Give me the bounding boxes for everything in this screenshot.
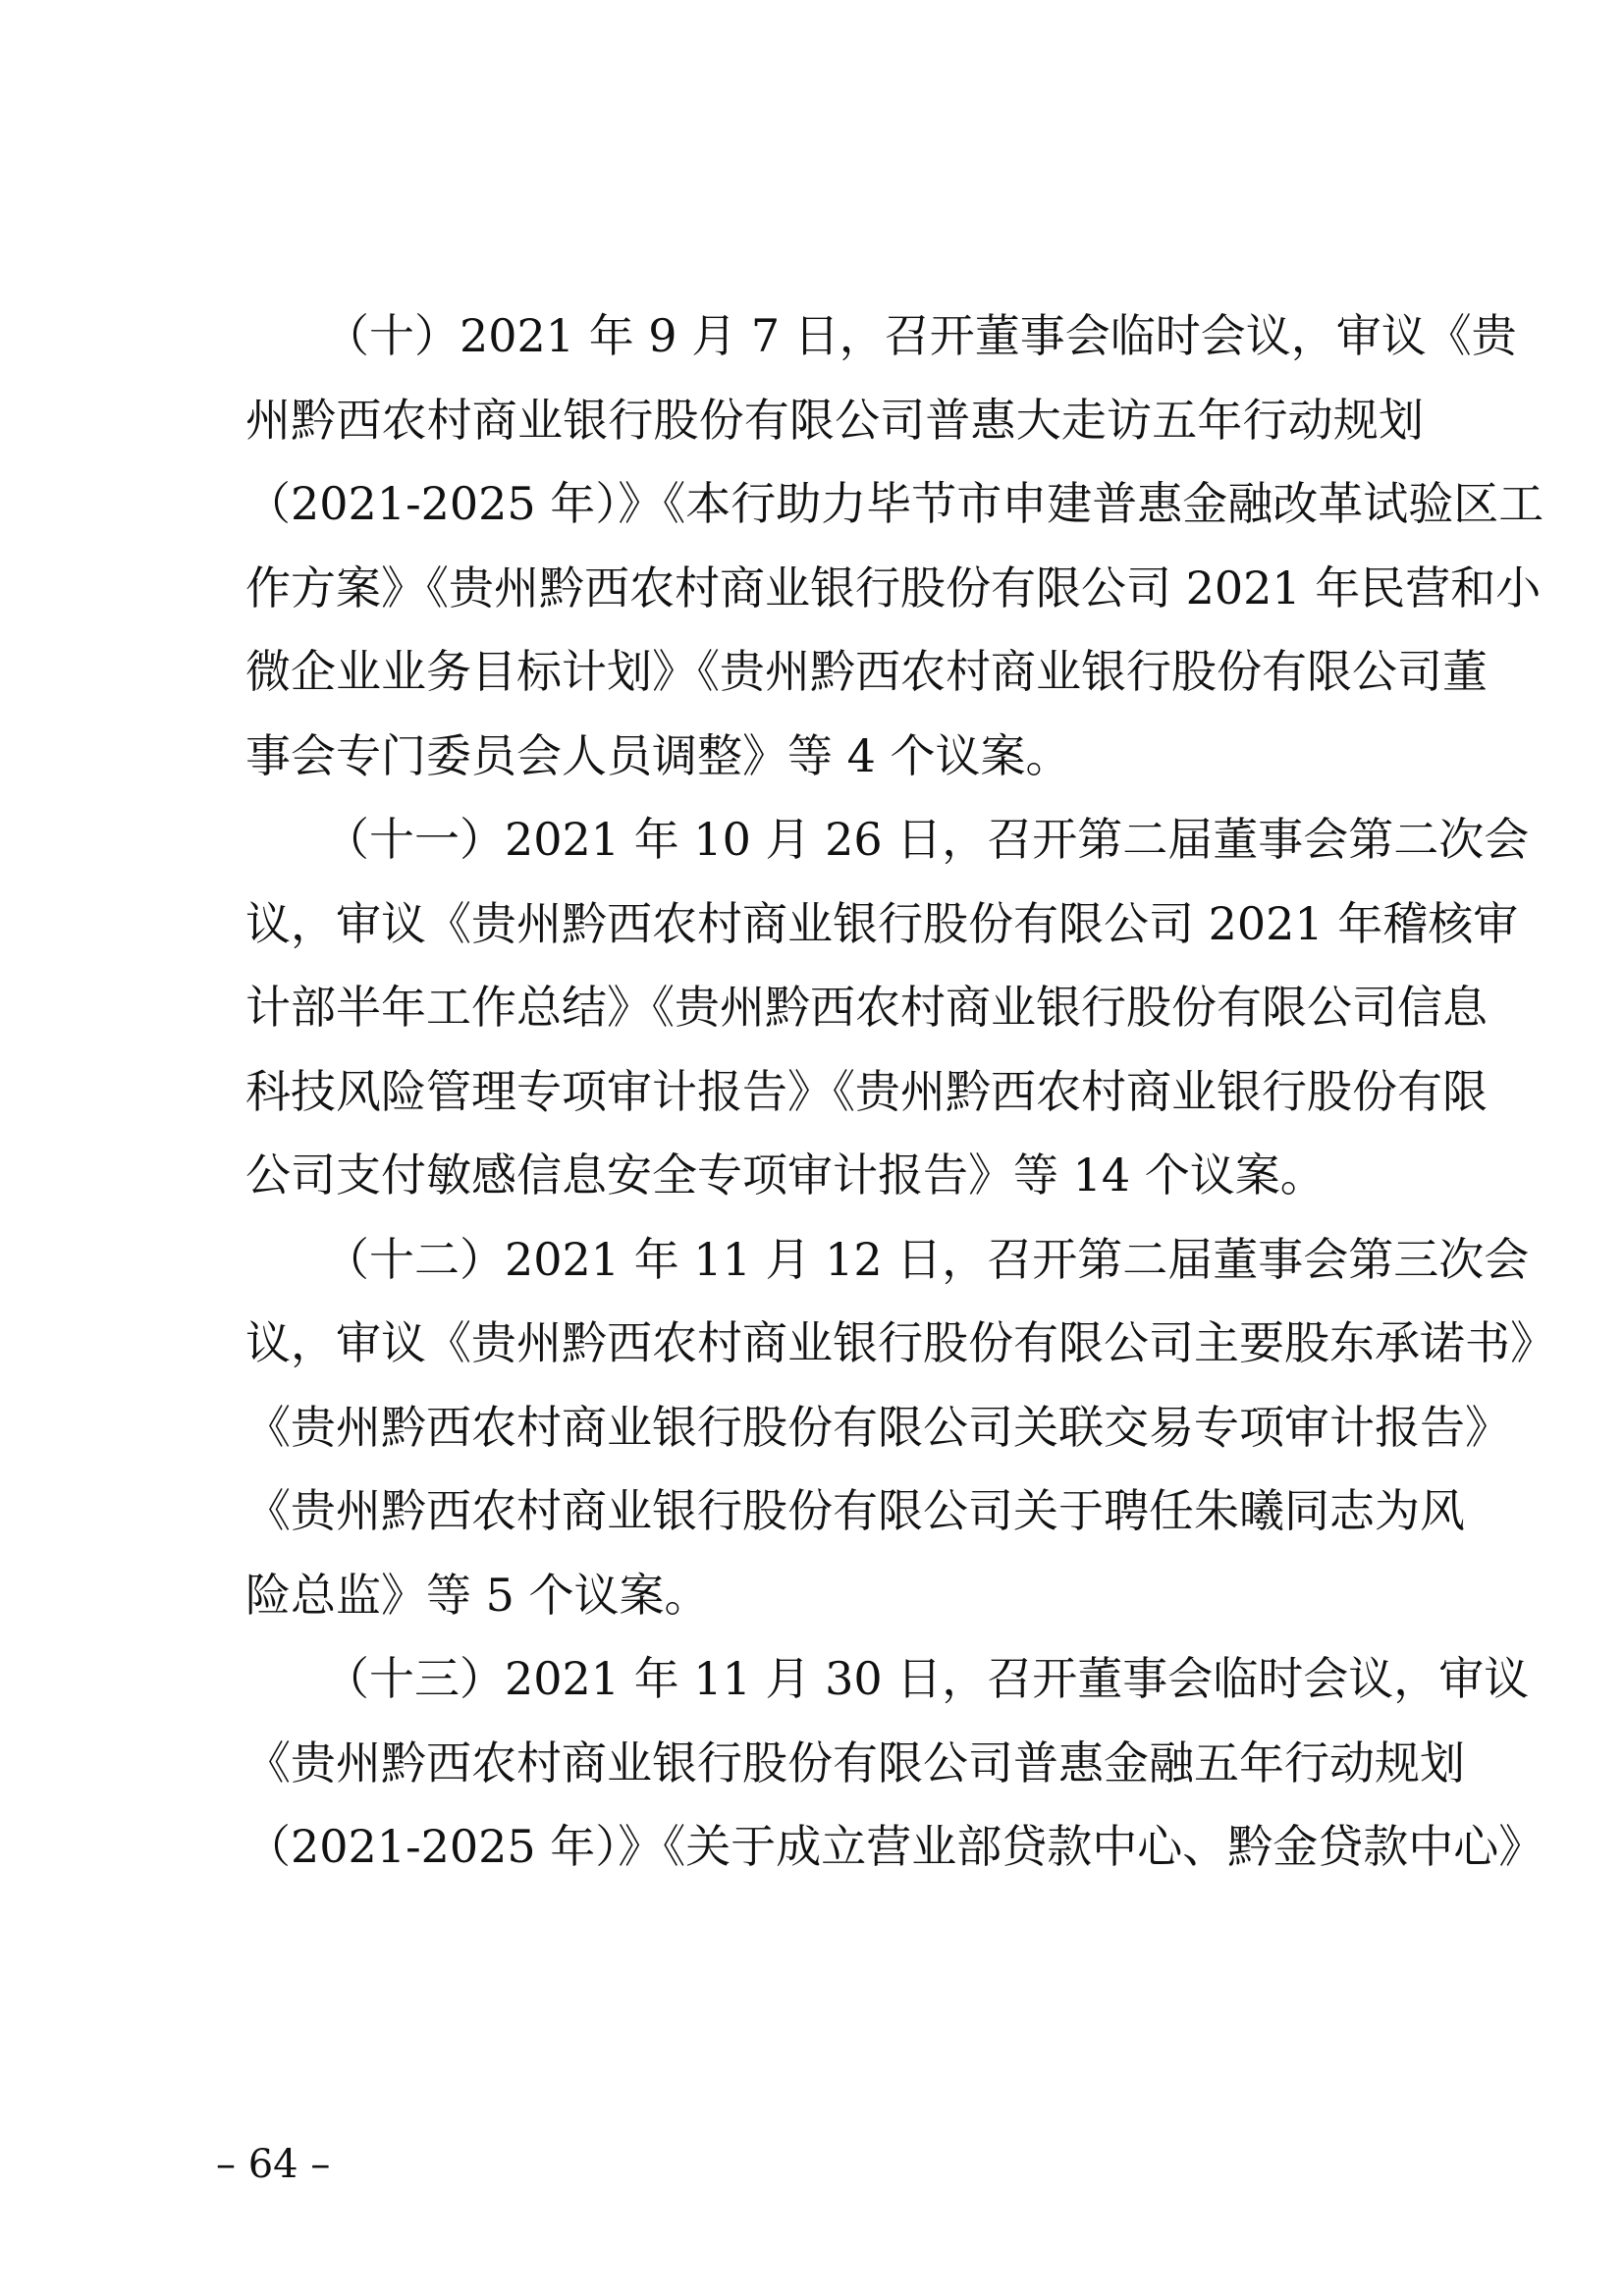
paragraph-item-10 (245, 294, 1544, 798)
paragraph-item-11 (245, 798, 1530, 1218)
text-line: 计部半年工作总结》《贵州黔西农村商业银行股份有限公司信息 (245, 981, 1488, 1034)
text-line: 《贵州黔西农村商业银行股份有限公司关于聘任朱曦同志为风 (245, 1484, 1465, 1537)
text-line: （十）2021 年 9 月 7 日，召开董事会临时会议，审议《贵 (324, 309, 1517, 362)
text-line: （2021-2025 年）》《关于成立营业部贷款中心、黔金贷款中心》 (245, 1820, 1544, 1873)
document-body (245, 294, 1555, 1890)
text-line: （2021-2025 年）》《本行助力毕节市申建普惠金融改革试验区工 (245, 477, 1544, 530)
text-line: 《贵州黔西农村商业银行股份有限公司关联交易专项审计报告》 (245, 1400, 1510, 1454)
text-line: （十一）2021 年 10 月 26 日，召开第二届董事会第二次会 (324, 813, 1530, 866)
text-line: 议，审议《贵州黔西农村商业银行股份有限公司 2021 年稽核审 (245, 896, 1519, 950)
text-line: 《贵州黔西农村商业银行股份有限公司普惠金融五年行动规划 (245, 1735, 1465, 1789)
text-line: 州黔西农村商业银行股份有限公司普惠大走访五年行动规划 (245, 393, 1424, 447)
paragraph-item-13 (245, 1637, 1544, 1890)
text-line: 科技风险管理专项审计报告》《贵州黔西农村商业银行股份有限 (245, 1064, 1488, 1118)
paragraph-item-12 (245, 1218, 1555, 1638)
text-line: 作方案》《贵州黔西农村商业银行股份有限公司 2021 年民营和小 (245, 561, 1542, 614)
text-line: 议，审议《贵州黔西农村商业银行股份有限公司主要股东承诺书》 (245, 1316, 1555, 1369)
text-line: 险总监》等 5 个议案。 (245, 1568, 710, 1622)
text-line: 微企业业务目标计划》《贵州黔西农村商业银行股份有限公司董 (245, 645, 1488, 698)
page-number: – 64 – (216, 2142, 331, 2187)
text-line: （十二）2021 年 11 月 12 日，召开第二届董事会第三次会 (324, 1232, 1530, 1286)
text-line: 事会专门委员会人员调整》等 4 个议案。 (245, 728, 1071, 782)
text-line: 公司支付敏感信息安全专项审计报告》等 14 个议案。 (245, 1148, 1326, 1201)
text-line: （十三）2021 年 11 月 30 日，召开董事会临时会议，审议 (324, 1652, 1530, 1705)
